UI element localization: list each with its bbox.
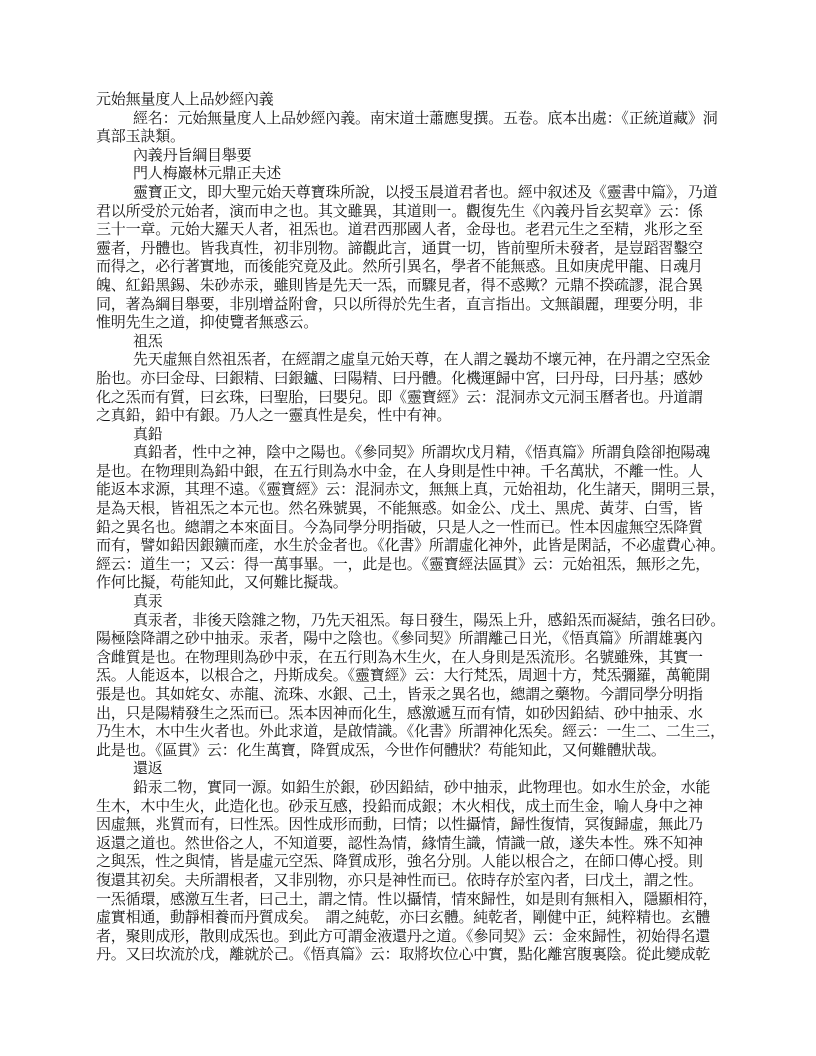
section-heading-zuqi: 祖炁 <box>133 331 163 350</box>
section-huanfan-line-10: 丹。又曰坎流於戊，離就於己。《悟真篇》云：取將坎位心中實，點化離宮腹裏陰。從此變成乾 <box>96 945 711 964</box>
section-zhengong-line-8: 此是也。《區貫》云：化生萬寶，降質成炁，今世作何體狀？苟能知此，又何難體狀哉。 <box>96 740 666 759</box>
preface-line-8: 惟明先生之道，抑使覽者無惑云。 <box>96 313 319 332</box>
section-zhengong-line-6: 出，只是陽精發生之炁而已。炁本因神而化生，感激遞互而有情，如砂因鉛結、砂中抽汞、水 <box>96 703 703 722</box>
attribution: 門人梅巖林元鼎正夫述 <box>133 164 282 183</box>
section-zhengong-line-3: 含雌質是也。在物理則為砂中汞，在五行則為木生火，在人身則是炁流形。名號雖殊，其實一 <box>96 647 703 666</box>
section-huanfan-line-9: 者，聚則成形，散則成炁也。到此方可謂金液還丹之道。《參同契》云：金來歸性，初始得名還 <box>96 926 711 945</box>
section-zhengong-line-7: 乃生木，木中生火者也。外此求道，是啟情識。《化書》所謂神化炁矣。經云：一生二、二生三， <box>96 722 725 741</box>
section-huanfan-line-7: 一炁循環，感激互生者，曰己土，謂之情。性以攝情，情來歸性，如是則有無相入，隱顯相符， <box>96 889 718 908</box>
section-zhenqian-line-4: 是為天根，皆祖炁之本元也。然名殊號異，不能無惑。如金公、戊土、黑虎、黃芽、白雪，皆 <box>96 499 703 518</box>
section-zuqi-line-3: 化之炁而有質，曰玄珠，曰聖胎，曰嬰兒。即《靈寶經》云：混洞赤文元洞玉曆者也。丹道謂 <box>96 387 703 406</box>
preface-line-5: 而得之，必行著實地，而後能究竟及此。然所引異名，學者不能無惑。且如庚虎甲龍、日魂月 <box>96 257 703 276</box>
section-zhengong-line-5: 張是也。其如姹女、赤龍、流珠、水銀、己土，皆汞之異名也，總謂之藥物。今謂同學分明指 <box>96 685 703 703</box>
section-zhenqian-line-1: 真鉛者，性中之神，陰中之陽也。《參同契》所謂坎戊月精，《悟真篇》所謂負陰卻抱陽魂 <box>133 443 711 462</box>
section-huanfan-line-2: 生木，木中生火，此造化也。砂汞互感，投鉛而成銀；木火相伐，成土而生金，喻人身中之神 <box>96 796 703 815</box>
main-title: 元始無量度人上品妙經內義 <box>96 90 274 108</box>
section-zhenqian-line-7: 經云：道生一；又云：得一萬事畢。一，此是也。《靈寶經法區貫》云：元始祖炁，無形之先， <box>96 554 711 573</box>
section-huanfan-line-4: 返還之道也。然世俗之人，不知道要，認性為情，緣情生識，情識一啟，遂失本性。殊不知神 <box>96 833 703 852</box>
section-huanfan-line-3: 因虛無，兆質而有，曰性炁。因性成形而動，曰情；以性攝情，歸性復情，冥復歸虛，無此乃 <box>96 815 703 834</box>
preface-line-1: 靈寶正文，即大聖元始天尊寶珠所說，以授玉晨道君者也。經中叙述及《靈書中篇》，乃道 <box>133 182 718 201</box>
section-zhenqian-line-3: 能返本求源，其理不遠。《靈寶經》云：混洞赤文，無無上真，元始祖劫，化生諸天，開明三景， <box>96 480 725 499</box>
section-huanfan-line-5: 之與炁，性之與情，皆是虛元空炁、降質成形，強名分別。人能以根合之，在師口傳心授。則 <box>96 852 703 871</box>
preface-line-4: 靈者，丹體也。皆我真性，初非別物。諦觀此言，通貫一切，皆前聖所未發者，是豈蹈習鑿空 <box>96 238 703 257</box>
section-zhenqian-line-2: 是也。在物理則為鉛中銀，在五行則為水中金，在人身則是性中神。千名萬狀，不離一性。人 <box>96 461 703 480</box>
section-zhengong-line-1: 真汞者，非後天陰雜之物，乃先天祖炁。每日發生，陽炁上升，感鉛炁而凝結，強名曰砂。 <box>133 610 726 629</box>
section-zhenqian-line-8: 作何比擬，苟能知此，又何難比擬哉。 <box>96 573 348 592</box>
preface-line-7: 同，著為綱目舉要，非別增益附會，只以所得於先生者，直言指出。文無韻麗，理要分明，非 <box>96 294 703 313</box>
section-heading-zhengong: 真汞 <box>133 592 163 611</box>
section-huanfan-line-1: 鉛汞二物，實同一源。如鉛生於銀，砂因鉛結，砂中抽汞，此物理也。如水生於金，水能 <box>133 777 711 796</box>
section-heading-zhenqian: 真鉛 <box>133 424 163 443</box>
colophon-line-2: 真部玉訣類。 <box>96 127 185 146</box>
section-zhenqian-line-6: 而有，譬如鉛因銀鑛而產，水生於金者也。《化書》所謂虛化神外，此皆是閑話，不必虛費心神。 <box>96 536 725 555</box>
preface-line-3: 三十一章。元始大羅天人者，祖炁也。道君西那國人者，金母也。老君元生之至精，兆形之至 <box>96 220 703 239</box>
section-heading-huanfan: 還返 <box>133 759 163 778</box>
section-zhenqian-line-5: 鉛之異名也。總謂之本來面目。今為同學分明指破，只是人之一性而已。性本因虛無空炁降質 <box>96 517 703 536</box>
section-zuqi-line-2: 胎也。亦曰金母、曰銀精、曰銀鑪、曰陽精、曰丹體。化機運歸中宮，曰丹母，曰丹基；感妙 <box>96 368 703 387</box>
section-huanfan-line-6: 復還其初矣。夫所謂根者，又非別物，亦只是神性而已。依時存於室內者，曰戊土，謂之性。 <box>96 870 703 889</box>
preface-line-2: 君以所受於元始者，演而申之也。其文雖異，其道則一。觀復先生《內義丹旨玄契章》云：係 <box>96 201 703 220</box>
section-zuqi-line-1: 先天虛無自然祖炁者，在經謂之虛皇元始天尊，在人謂之曩劫不壞元神，在丹謂之空炁金 <box>133 350 711 369</box>
preface-line-6: 魄、紅鉛黑錫、朱砂赤汞，雖則皆是先天一炁，而驟見者，得不惑歟？元鼎不揆疏謬，混合異 <box>96 275 703 294</box>
section-huanfan-line-8: 虛實相通，動靜相養而丹質成矣。 謂之純乾，亦曰玄體。純乾者，剛健中正，純粹精也。玄體 <box>96 908 711 927</box>
outline-title: 內義丹旨綱目舉要 <box>133 145 252 164</box>
document-text <box>96 90 728 964</box>
section-zhengong-line-4: 炁。人能返本，以根合之，丹斯成矣。《靈寶經》云：大行梵炁，周迴十方，梵炁彌羅，萬範開 <box>96 666 711 685</box>
section-zuqi-line-4: 之真鉛，鉛中有銀。乃人之一靈真性是矣，性中有神。 <box>96 406 452 425</box>
colophon-line-1: 經名：元始無量度人上品妙經內義。南宋道士蕭應叟撰。五卷。底本出處：《正統道藏》洞 <box>133 108 718 127</box>
section-zhengong-line-2: 陽極陰降謂之砂中抽汞。汞者，陽中之陰也。《參同契》所謂離己日光，《悟真篇》所謂雄裏內 <box>96 629 703 648</box>
